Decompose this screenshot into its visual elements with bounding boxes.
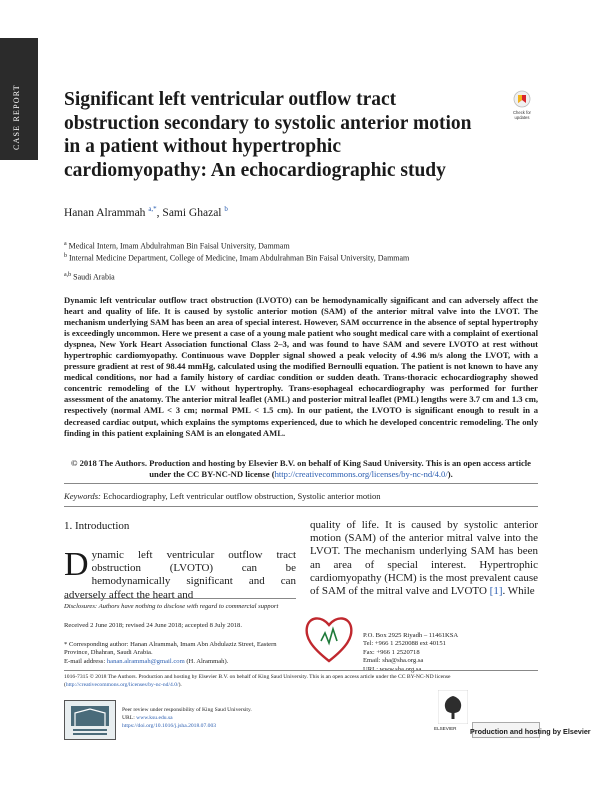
affiliation-text: Medical Intern, Imam Abdulrahman Bin Faisal University, Dammam xyxy=(68,241,290,251)
body-text: quality of life. It is caused by systolic anterior motion (SAM) of the anterior mitral valve into the LVOT. The mechanism underlying SAM has been an area of special interest. Hypertrophic cardiomyopathy (HCM) is the most prevalent cause of SAM of the mitral valve and LVOTO xyxy=(310,519,538,598)
affiliation-marker: a xyxy=(64,241,67,247)
footer-divider xyxy=(64,670,538,671)
drop-cap: D xyxy=(64,546,89,583)
peer-review-text: Peer review under responsibility of King Saud University. xyxy=(122,707,252,713)
email-link[interactable]: hanan.alrammah@gmail.com xyxy=(106,657,185,665)
affiliation xyxy=(64,251,409,264)
footer-text: 1016-7315 © 2018 The Authors. Production and hosting by Elsevier B.V. on behalf of King Saud University. This is an open access article under the CC BY-NC-ND license ( xyxy=(64,674,451,689)
elsevier-hosting-text: Production and hosting by Elsevier xyxy=(470,727,591,736)
keywords-text: Echocardiography, Left ventricular outflow obstruction, Systolic anterior motion xyxy=(103,491,381,501)
article-type-label: CASE REPORT xyxy=(12,84,21,150)
url-label: URL: xyxy=(122,715,135,722)
divider xyxy=(64,483,538,484)
keywords xyxy=(64,491,381,501)
sha-email[interactable]: Email: sha@sha.org.sa xyxy=(363,657,424,665)
body-text: ynamic left ventricular outflow tract obstruction (LVOTO) can be hemodynamically significant and can adversely affect the heart and xyxy=(64,549,296,601)
king-saud-university-logo xyxy=(64,700,116,740)
affiliation-marker: b xyxy=(64,253,67,259)
email-label: E-mail address: xyxy=(64,657,106,665)
body-text: . While xyxy=(502,585,535,598)
corresponding-author-note xyxy=(64,641,296,666)
svg-text:Check for: Check for xyxy=(513,110,531,115)
elsevier-tree-logo xyxy=(438,690,468,724)
footer-license xyxy=(64,673,538,689)
copyright-close: ). xyxy=(447,469,453,480)
svg-text:updates: updates xyxy=(514,115,530,120)
elsevier-label: ELSEVIER xyxy=(434,726,457,731)
author-affiliation-marker[interactable]: b xyxy=(224,205,228,213)
author-separator: , xyxy=(156,206,160,219)
affiliation-text: Saudi Arabia xyxy=(73,272,115,282)
article-type-tab xyxy=(0,38,38,160)
footer-license-link[interactable]: http://creativecommons.org/licenses/by-nc-nd/4.0/ xyxy=(65,682,179,689)
body-column-left xyxy=(64,546,296,602)
peer-review-note xyxy=(122,706,322,731)
section-heading: 1. Introduction xyxy=(64,520,130,532)
copyright-text: © 2018 The Authors. Production and hosting by Elsevier B.V. on behalf of King Saud University. This is an open access article under the CC BY-NC-ND license ( xyxy=(71,458,531,480)
ksu-url-link[interactable]: www.ksu.edu.sa xyxy=(136,715,173,722)
author-list xyxy=(64,205,228,219)
article-title: Significant left ventricular outflow tract obstruction secondary to systolic anterior motion in a patient without hypertrophic cardiomyopathy: An echocardiographic study xyxy=(64,89,472,181)
affiliation-text: Internal Medicine Department, College of Medicine, Imam Abdulrahman Bin Faisal University, Dammam xyxy=(69,253,410,263)
email-tail: (H. Alrammah). xyxy=(186,657,229,665)
affiliation xyxy=(64,270,115,283)
affiliation xyxy=(64,239,290,252)
keywords-label: Keywords: xyxy=(64,491,101,501)
disclosure-note: Disclosures: Authors have nothing to disclose with regard to commercial support xyxy=(64,603,279,610)
affiliation-marker: a,b xyxy=(64,272,72,278)
sha-fax: Fax: +966 1 2520718 xyxy=(363,648,420,656)
abstract: Dynamic left ventricular outflow tract obstruction (LVOTO) can be hemodynamically significant and can adversely affect the heart and quality of life. It is caused by systolic anterior motion (SAM) of the anterior mitral valve into the LVOT. The mechanism underlying SAM has been an area of special interest. However, SAM occurrence in the absence of septal hypertrophy is exceedingly uncommon. Here we present a case of a young male patient who sought medical care with a complaint of exertional dyspnea, New York Heart Association functional Class 2–3, and was found to have SAM and severe LVOTO at rest without hypertrophic cardiomyopathy. Continuous wave Doppler signal showed a peak velocity of 4.96 m/s along the LVOT, with a pressure gradient at rest of 98.44 mmHg, calculated using the modified Bernoulli equation. The patient is not known to have any medical conditions, nor had a family history of cardiac condition or sudden death. Trans-thoracic echocardiography showed concentric remodeling of the LV without hypertrophy. Trans-esophageal echocardiography was performed for further assessment of the anatomy. The anterior mitral leaflet (AML) and posterior mitral leaflet (PML) lengths were 3.7 cm and 1.3 cm, respectively (normal AML < 3 cm; normal PML < 1.5 cm). In our patient, the LVOTO is significant enough to result in a decreased cardiac output, which explains the symptoms experienced, due to which he developed concentric remodeling. The only finding in this patient explaining SAM is an elongated AML. xyxy=(64,295,538,438)
footer-text-end: ). xyxy=(178,682,182,689)
saudi-heart-association-logo xyxy=(301,607,357,667)
sha-tel: Tel: +966 1 2520088 ext 40151 xyxy=(363,640,446,648)
author-name: Hanan Alrammah xyxy=(64,206,146,219)
corresponding-text: * Corresponding author: Hanan Alrammah, Imam Abn Abdulaziz Street, Eastern Province, Dhahran, Saudi Arabia. xyxy=(64,641,277,657)
footnote-divider xyxy=(64,598,296,599)
citation-link[interactable]: [1] xyxy=(489,585,503,598)
received-dates: Received 2 June 2018; revised 24 June 2018; accepted 8 July 2018. xyxy=(64,622,242,629)
doi-link[interactable]: https://doi.org/10.1016/j.jsha.2018.07.003 xyxy=(122,723,217,730)
sha-address: P.O. Box 2925 Riyadh – 11461KSA xyxy=(363,632,459,639)
body-column-right xyxy=(310,519,538,598)
author-affiliation-marker[interactable]: a,* xyxy=(148,205,157,213)
check-for-updates-icon[interactable] xyxy=(506,88,538,124)
author-name: Sami Ghazal xyxy=(162,206,222,219)
sha-contact-block xyxy=(363,632,539,674)
copyright-notice xyxy=(64,458,538,480)
sha-url[interactable]: URL: www.sha.org.sa xyxy=(363,665,422,673)
divider xyxy=(64,506,538,507)
license-link[interactable]: http://creativecommons.org/licenses/by-nc-nd/4.0/ xyxy=(274,469,448,480)
